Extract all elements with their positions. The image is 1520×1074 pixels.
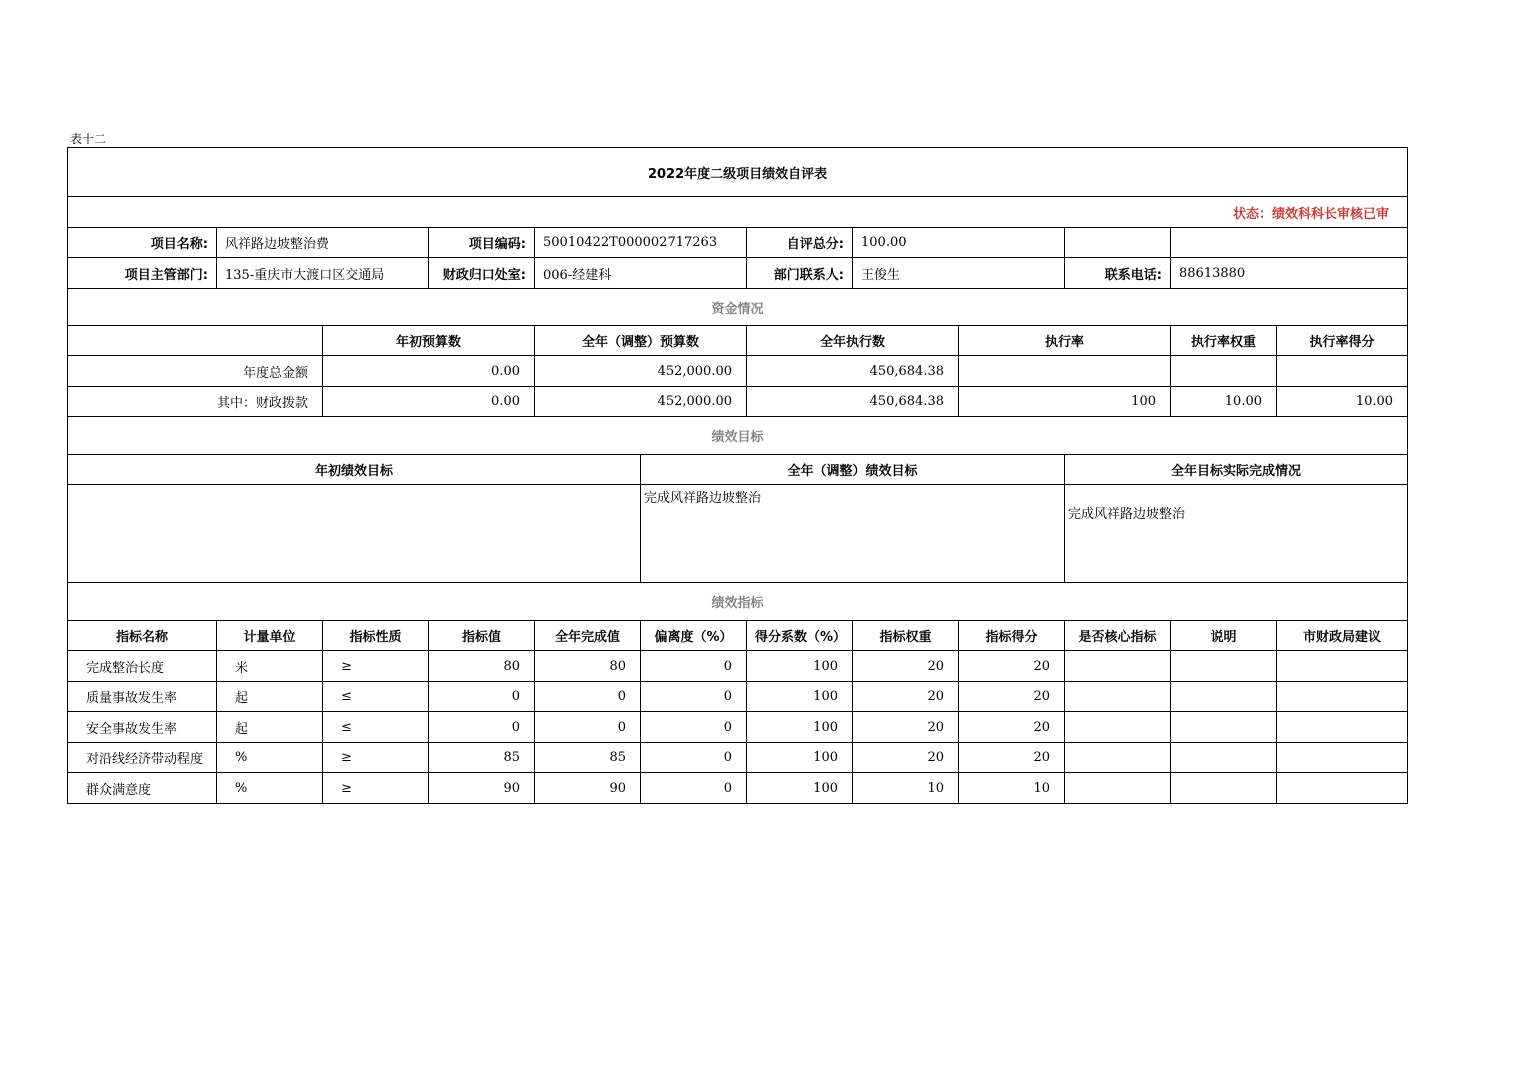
indicator-row	[68, 743, 1408, 773]
indicator-coef: 100	[747, 651, 853, 682]
indicator-core	[1065, 773, 1171, 804]
goal-initial	[68, 485, 641, 583]
indicator-row	[68, 773, 1408, 804]
indicator-score: 20	[959, 712, 1065, 743]
indicator-actual: 0	[535, 712, 641, 743]
empty-cell	[68, 326, 323, 356]
indicator-advice	[1277, 682, 1408, 712]
indicator-value: 80	[429, 651, 535, 682]
funds-executed: 450,684.38	[747, 356, 959, 387]
finance-office-label: 财政归口处室:	[429, 258, 535, 289]
contact-value: 王俊生	[853, 258, 1065, 289]
funds-section-title: 资金情况	[68, 289, 1408, 326]
indicator-advice	[1277, 743, 1408, 773]
indicator-name: 群众满意度	[68, 773, 217, 804]
funds-row-name: 年度总金额	[68, 356, 323, 387]
funds-header: 年初预算数	[323, 326, 535, 356]
dept-value: 135-重庆市大渡口区交通局	[217, 258, 429, 289]
goal-adjusted: 完成风祥路边坡整治	[641, 485, 1065, 583]
funds-score: 10.00	[1277, 387, 1408, 417]
empty-cell	[1065, 228, 1171, 258]
info-row-1	[68, 228, 1408, 258]
indicator-header: 得分系数（%）	[747, 621, 853, 651]
indicator-weight: 20	[853, 651, 959, 682]
indicator-header: 偏离度（%）	[641, 621, 747, 651]
indicator-unit: 起	[217, 712, 323, 743]
indicator-core	[1065, 651, 1171, 682]
indicator-name: 质量事故发生率	[68, 682, 217, 712]
funds-header: 执行率得分	[1277, 326, 1408, 356]
contact-label: 部门联系人:	[747, 258, 853, 289]
goals-section-title: 绩效目标	[68, 417, 1408, 455]
indicator-value: 85	[429, 743, 535, 773]
indicator-header: 指标值	[429, 621, 535, 651]
dept-label: 项目主管部门:	[68, 258, 217, 289]
score-label: 自评总分:	[747, 228, 853, 258]
info-row-2	[68, 258, 1408, 289]
funds-weight	[1171, 356, 1277, 387]
indicator-header: 指标得分	[959, 621, 1065, 651]
goals-header: 年初绩效目标	[68, 455, 641, 485]
indicator-note	[1171, 773, 1277, 804]
indicator-nature: ≥	[323, 743, 429, 773]
indicator-note	[1171, 743, 1277, 773]
funds-header: 执行率	[959, 326, 1171, 356]
indicator-header: 全年完成值	[535, 621, 641, 651]
indicator-coef: 100	[747, 682, 853, 712]
page-title: 2022年度二级项目绩效自评表	[68, 148, 1408, 197]
funds-row	[68, 387, 1408, 417]
finance-office-value: 006-经建科	[535, 258, 747, 289]
indicators-section-title: 绩效指标	[68, 583, 1408, 621]
funds-initial: 0.00	[323, 356, 535, 387]
project-code-label: 项目编码:	[429, 228, 535, 258]
indicator-unit: 起	[217, 682, 323, 712]
indicator-actual: 85	[535, 743, 641, 773]
funds-row-name: 其中：财政拨款	[68, 387, 323, 417]
funds-header-row	[68, 326, 1408, 356]
indicator-name: 完成整治长度	[68, 651, 217, 682]
indicator-row	[68, 682, 1408, 712]
goals-header: 全年目标实际完成情况	[1065, 455, 1408, 485]
indicator-header: 市财政局建议	[1277, 621, 1408, 651]
indicator-deviation: 0	[641, 651, 747, 682]
funds-rate	[959, 356, 1171, 387]
funds-row	[68, 356, 1408, 387]
indicator-header: 指标性质	[323, 621, 429, 651]
indicator-nature: ≤	[323, 712, 429, 743]
funds-weight: 10.00	[1171, 387, 1277, 417]
indicator-header: 说明	[1171, 621, 1277, 651]
indicator-coef: 100	[747, 773, 853, 804]
funds-executed: 450,684.38	[747, 387, 959, 417]
project-name-value: 风祥路边坡整治费	[217, 228, 429, 258]
phone-value: 88613880	[1171, 258, 1408, 289]
indicator-deviation: 0	[641, 682, 747, 712]
indicator-score: 20	[959, 682, 1065, 712]
indicator-score: 20	[959, 743, 1065, 773]
indicator-advice	[1277, 773, 1408, 804]
goals-header-row	[68, 455, 1408, 485]
phone-label: 联系电话:	[1065, 258, 1171, 289]
indicator-actual: 80	[535, 651, 641, 682]
indicator-row	[68, 651, 1408, 682]
indicator-score: 10	[959, 773, 1065, 804]
table-label: 表十二	[70, 132, 107, 146]
indicator-value: 0	[429, 682, 535, 712]
indicator-core	[1065, 743, 1171, 773]
indicator-advice	[1277, 712, 1408, 743]
indicator-nature: ≥	[323, 651, 429, 682]
indicator-core	[1065, 712, 1171, 743]
self-evaluation-table	[67, 147, 1408, 804]
goal-actual: 完成风祥路边坡整治	[1065, 485, 1408, 583]
indicator-note	[1171, 682, 1277, 712]
funds-score	[1277, 356, 1408, 387]
indicator-nature: ≥	[323, 773, 429, 804]
indicator-header: 指标名称	[68, 621, 217, 651]
indicator-note	[1171, 651, 1277, 682]
indicator-value: 0	[429, 712, 535, 743]
indicator-weight: 20	[853, 712, 959, 743]
indicator-deviation: 0	[641, 773, 747, 804]
indicator-unit: %	[217, 773, 323, 804]
status-badge: 状态：绩效科科长审核已审	[68, 197, 1408, 228]
project-name-label: 项目名称:	[68, 228, 217, 258]
indicator-row	[68, 712, 1408, 743]
indicator-name: 对沿线经济带动程度	[68, 743, 217, 773]
indicator-weight: 20	[853, 743, 959, 773]
indicators-header-row	[68, 621, 1408, 651]
indicator-actual: 90	[535, 773, 641, 804]
indicator-advice	[1277, 651, 1408, 682]
indicator-unit: 米	[217, 651, 323, 682]
indicator-deviation: 0	[641, 743, 747, 773]
indicator-core	[1065, 682, 1171, 712]
indicator-actual: 0	[535, 682, 641, 712]
indicator-header: 计量单位	[217, 621, 323, 651]
indicator-nature: ≤	[323, 682, 429, 712]
indicator-weight: 20	[853, 682, 959, 712]
indicator-coef: 100	[747, 712, 853, 743]
indicator-name: 安全事故发生率	[68, 712, 217, 743]
indicator-score: 20	[959, 651, 1065, 682]
funds-header: 执行率权重	[1171, 326, 1277, 356]
funds-rate: 100	[959, 387, 1171, 417]
indicator-deviation: 0	[641, 712, 747, 743]
indicator-note	[1171, 712, 1277, 743]
funds-adjusted: 452,000.00	[535, 387, 747, 417]
score-value: 100.00	[853, 228, 1065, 258]
goals-row	[68, 485, 1408, 583]
funds-adjusted: 452,000.00	[535, 356, 747, 387]
funds-header: 全年执行数	[747, 326, 959, 356]
empty-cell	[1171, 228, 1408, 258]
indicator-header: 是否核心指标	[1065, 621, 1171, 651]
indicator-coef: 100	[747, 743, 853, 773]
indicator-weight: 10	[853, 773, 959, 804]
funds-header: 全年（调整）预算数	[535, 326, 747, 356]
funds-initial: 0.00	[323, 387, 535, 417]
goals-header: 全年（调整）绩效目标	[641, 455, 1065, 485]
indicator-value: 90	[429, 773, 535, 804]
indicator-unit: %	[217, 743, 323, 773]
project-code-value: 50010422T000002717263	[535, 228, 747, 258]
indicator-header: 指标权重	[853, 621, 959, 651]
